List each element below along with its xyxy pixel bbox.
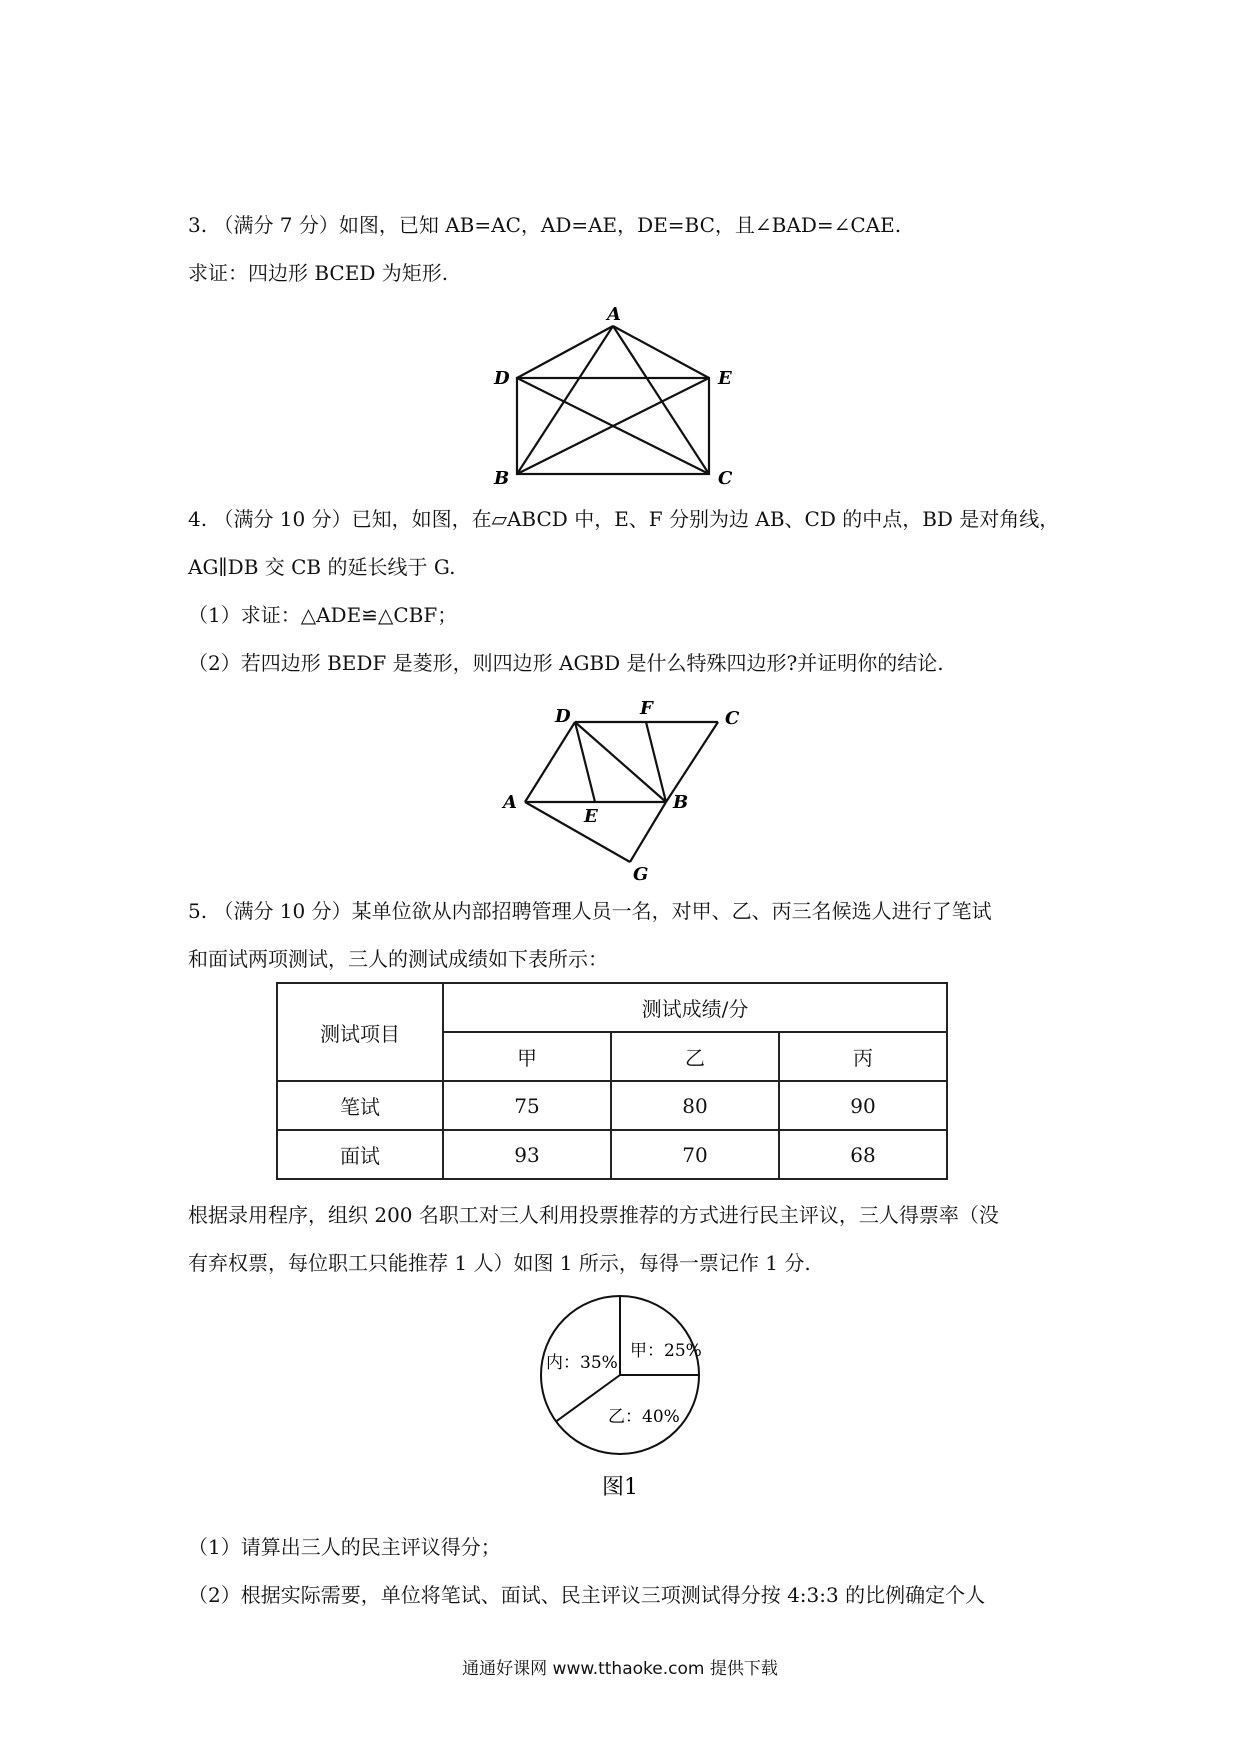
q4-part2: （2）若四边形 BEDF 是菱形，则四边形 AGBD 是什么特殊四边形?并证明你的结论. <box>188 651 944 675</box>
table-header-candidate: 乙 <box>611 1032 779 1081</box>
pie-slice-label: 甲：25% <box>630 1341 702 1361</box>
q4-label-F: F <box>640 698 653 719</box>
q3-statement: 3. （满分 7 分）如图，已知 AB=AC，AD=AE，DE=BC，且∠BAD=∠CAE. <box>188 213 902 237</box>
q3-label-E: E <box>718 368 732 389</box>
q4-statement: 4. （满分 10 分）已知，如图，在▱ABCD 中，E、F 分别为边 AB、CD 的中点，BD 是对角线， <box>188 507 1060 531</box>
pie-slice-label: 内：35% <box>546 1353 618 1373</box>
q5-part2: （2）根据实际需要，单位将笔试、面试、民主评议三项测试得分按 4:3:3 的比例确定个人 <box>188 1583 986 1607</box>
table-cell: 80 <box>611 1081 779 1130</box>
q5-statement: 5. （满分 10 分）某单位欲从内部招聘管理人员一名，对甲、乙、丙三名候选人进行了笔试 <box>188 899 992 923</box>
q5-pie-chart <box>520 1290 720 1510</box>
table-row-label: 笔试 <box>277 1081 443 1130</box>
q4-label-A: A <box>503 792 517 813</box>
q4-label-D: D <box>555 706 571 727</box>
table-row <box>277 1130 947 1179</box>
q3-label-C: C <box>718 468 733 489</box>
table-header-scores: 测试成绩/分 <box>443 983 947 1032</box>
pie-caption: 图1 <box>602 1475 638 1500</box>
q5-part1: （1）请算出三人的民主评议得分； <box>188 1535 501 1559</box>
q4-label-G: G <box>633 864 649 882</box>
table-row-label: 面试 <box>277 1130 443 1179</box>
table-cell: 93 <box>443 1130 611 1179</box>
q5-paragraph: 根据录用程序，组织 200 名职工对三人利用投票推荐的方式进行民主评议，三人得票率（没 <box>188 1203 999 1227</box>
table-cell: 75 <box>443 1081 611 1130</box>
table-header-candidate: 甲 <box>443 1032 611 1081</box>
q3-figure-rectangle-bced <box>490 300 750 490</box>
q3-label-D: D <box>494 368 510 389</box>
q4-statement-cont: AG∥DB 交 CB 的延长线于 G. <box>188 555 456 579</box>
table-cell: 70 <box>611 1130 779 1179</box>
q4-label-C: C <box>725 708 740 729</box>
q4-label-B: B <box>673 792 689 813</box>
q4-part1: （1）求证：△ADE≌△CBF； <box>188 603 458 627</box>
pie-slice-label: 乙：40% <box>608 1407 680 1427</box>
q3-label-B: B <box>494 468 510 489</box>
q4-figure-parallelogram <box>495 692 765 882</box>
q5-paragraph-cont: 有弃权票，每位职工只能推荐 1 人）如图 1 所示，每得一票记作 1 分. <box>188 1251 811 1275</box>
q3-prove: 求证：四边形 BCED 为矩形. <box>188 261 449 285</box>
q3-label-A: A <box>607 304 621 325</box>
page-footer: 通通好课网 www.tthaoke.com 提供下载 <box>462 1659 778 1679</box>
table-header-candidate: 丙 <box>779 1032 947 1081</box>
table-cell: 90 <box>779 1081 947 1130</box>
table-row <box>277 1081 947 1130</box>
score-table <box>276 982 948 1180</box>
q5-statement-cont: 和面试两项测试，三人的测试成绩如下表所示： <box>188 947 608 971</box>
table-header-item: 测试项目 <box>277 983 443 1081</box>
table-row <box>277 983 947 1032</box>
table-cell: 68 <box>779 1130 947 1179</box>
q4-label-E: E <box>584 806 598 827</box>
